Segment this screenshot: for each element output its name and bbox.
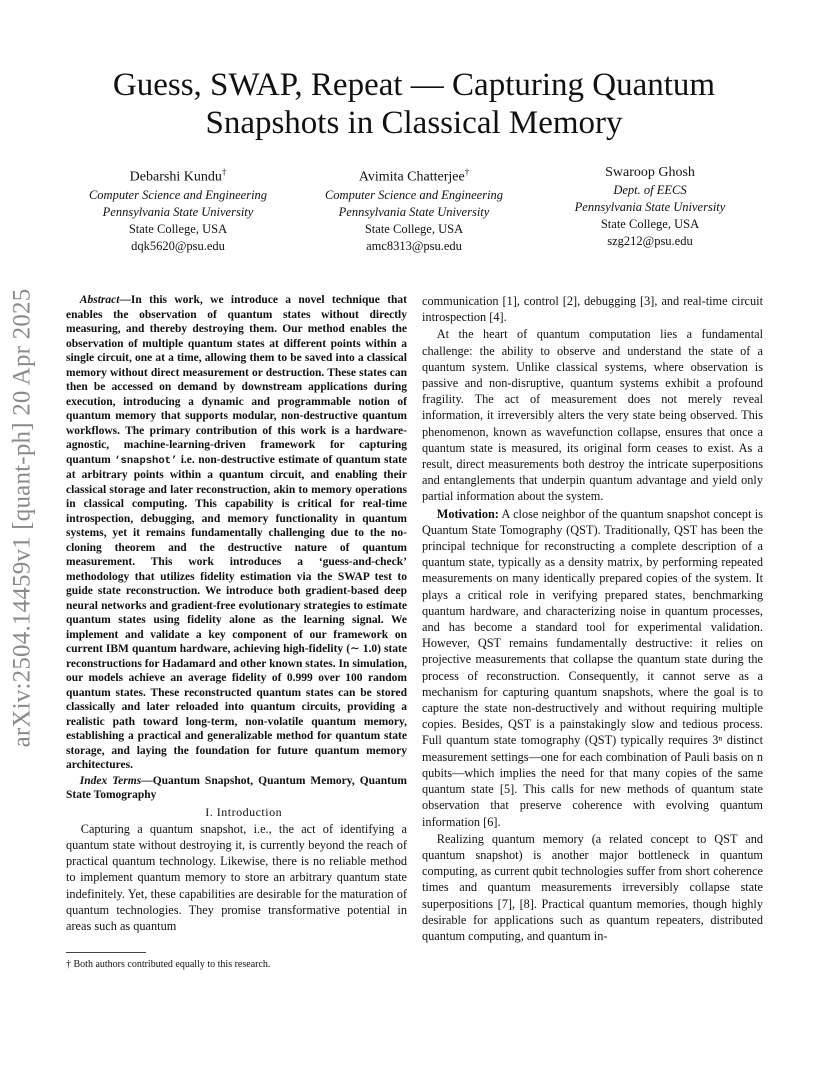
author-dept: Dept. of EECS: [613, 183, 687, 197]
body-paragraph: communication [1], control [2], debugging [3], and real-time circuit introspection [4].: [422, 294, 763, 325]
footnote: † Both authors contributed equally to this research.: [66, 959, 271, 970]
author-mark: †: [464, 167, 470, 177]
author-univ: Pennsylvania State University: [338, 204, 490, 219]
author-city: State College, USA: [600, 217, 700, 231]
paragraph-text: A close neighbor of the quantum snapshot concept is Quantum State Tomography (QST). Traditionally, QST has been the principal technique for reconstructing a complete description of a quantum state, typically as a density matrix, by performing repeated measurements on many identically prepared copies of the system. It plays a critical role in verifying prepared states, benchmarking quantum hardware, and characterizing noise in quantum processes, and has become a standard tool for experimental validation. However, QST remains fundamentally destructive: it relies on projective measurements that collapse the quantum state during the process of reconstruction. Consequently, it cannot serve as a mechanism for capturing quantum snapshots, where the goal is to capture the state non-destructively and without requiring multiple copies. Besides, QST is a painstakingly slow and tedious process. Full quantum state tomography (QST) typically requires 3ⁿ distinct measurement settings—one for each combination of Pauli basis on n qubits—which implies the need for that many copies of the same quantum state [5]. This calls for new methods of quantum state observation that preserve coherence with evolving quantum information [6].: [422, 506, 763, 829]
index-terms-text: —Quantum Snapshot, Quantum Memory, Quantum State Tomography: [66, 774, 407, 801]
author-name: Avimita Chatterjee: [358, 169, 465, 185]
abstract: [66, 293, 407, 773]
index-terms-label: Index Terms: [79, 774, 142, 787]
paragraph-heading: Motivation:: [436, 506, 499, 521]
abstract-text-1: —In this work, we introduce a novel technique that enables the observation of quantum states without directly measuring, and thereby destroying them. Our method enables the observation of multiple quantum states at different points within a single circuit, one at a time, allowing them to be saved into a classical memory without direct measurement or destruction. These states can then be accessed on demand by downstream applications during execution, introducing a dynamic and programmable notion of quantum memory that supports modular, non-destructive quantum workflows. The primary contribution of this work is a hardware-agnostic, machine-learning-driven framework for capturing quantum: [66, 294, 407, 466]
motivation-paragraph: [422, 506, 763, 830]
author-mark: †: [221, 167, 227, 177]
right-column: [422, 293, 763, 945]
author-3: [532, 163, 768, 255]
footnote-rule: [66, 952, 146, 953]
author-univ: Pennsylvania State University: [102, 204, 254, 219]
intro-paragraph: Capturing a quantum snapshot, i.e., the act of identifying a quantum state without destroying it, is currently beyond the reach of practical quantum technology. Likewise, there is no reliable method to implement quantum memory to store an arbitrary quantum state indefinitely. Yet, these capabilities are desirable for the maturation of quantum technologies. They promise transformative potential in areas such as quantum: [66, 821, 407, 933]
author-block: [60, 163, 768, 255]
paper-title: Guess, SWAP, Repeat — Capturing Quantum Snapshots in Classical Memory: [112, 67, 716, 141]
author-univ: Pennsylvania State University: [574, 200, 726, 214]
arxiv-id: arXiv:2504.14459v1 [quant-ph] 20 Apr 2025: [8, 288, 35, 748]
author-email[interactable]: dqk5620@psu.edu: [131, 238, 225, 253]
abstract-label: Abstract: [79, 294, 120, 306]
abstract-text-2: i.e. non-destructive estimate of quantum state at arbitrary points within a quantum circuit, and enabling their classical storage and later reconstruction, akin to memory operations in classical computing. This capability is critical for real-time introspection, debugging, and memory functionality in quantum systems, yet it remains fundamentally challenging due to the no-cloning theorem and the destructive nature of quantum measurement. This work introduces a ‘guess-and-check’ methodology that utilizes fidelity estimation via the SWAP test to guide state reconstruction. We introduce both gradient-based deep neural networks and gradient-free evolutionary strategies to estimate quantum states using fidelity alone as the learning signal. We implement and validate a key component of our framework on current IBM quantum hardware, achieving high-fidelity (∼ 1.0) state reconstructions for Hadamard and other known states. In simulation, our models achieve an average fidelity of 0.999 over 100 random quantum states. These reconstructed quantum states can be stored classically and later reloaded into quantum circuits, providing a realistic path toward long-term, non-volatile quantum memory, establishing a practical and generalizable method for quantum state storage, and laying the foundation for future quantum memory architectures.: [66, 453, 408, 771]
index-terms: [66, 774, 407, 803]
abstract-snapshot-term: ‘snapshot’: [114, 454, 178, 467]
section-heading-introduction: I. Introduction: [205, 804, 283, 819]
author-name: Swaroop Ghosh: [605, 165, 695, 180]
author-dept: Computer Science and Engineering: [324, 187, 504, 202]
left-column: [66, 293, 407, 935]
author-email[interactable]: szg212@psu.edu: [607, 234, 693, 248]
arxiv-stamp: [2, 268, 42, 768]
body-paragraph: At the heart of quantum computation lies a fundamental challenge: the ability to observe and understand the state of a quantum system. Unlike classical systems, where observation is passive and non-disruptive, quantum systems exhibit a profound fragility. The act of measurement does not merely reveal information, it irreversibly alters the very state being observed. This phenomenon, known as wavefunction collapse, ensures that once a quantum state is measured, its original form ceases to exist. As a result, direct measurements both destroy the intricate superpositions and entanglements that underpin quantum advantage and yield only partial information about the system.: [422, 327, 763, 504]
author-dept: Computer Science and Engineering: [88, 187, 268, 202]
author-name: Debarshi Kundu: [129, 169, 222, 185]
author-city: State College, USA: [364, 221, 464, 236]
author-2: [296, 163, 532, 255]
author-1: [60, 163, 296, 255]
author-email[interactable]: amc8313@psu.edu: [366, 238, 462, 253]
body-paragraph: Realizing quantum memory (a related concept to QST and quantum snapshot) is another major bottleneck in quantum computing, as current qubit technologies suffer from short coherence times and quantum measurements irreversibly collapse state superpositions [7], [8]. Practical quantum memories, though highly desirable for applications such as quantum repeaters, distributed quantum computing, and quantum in-: [422, 831, 763, 943]
author-city: State College, USA: [128, 221, 228, 236]
